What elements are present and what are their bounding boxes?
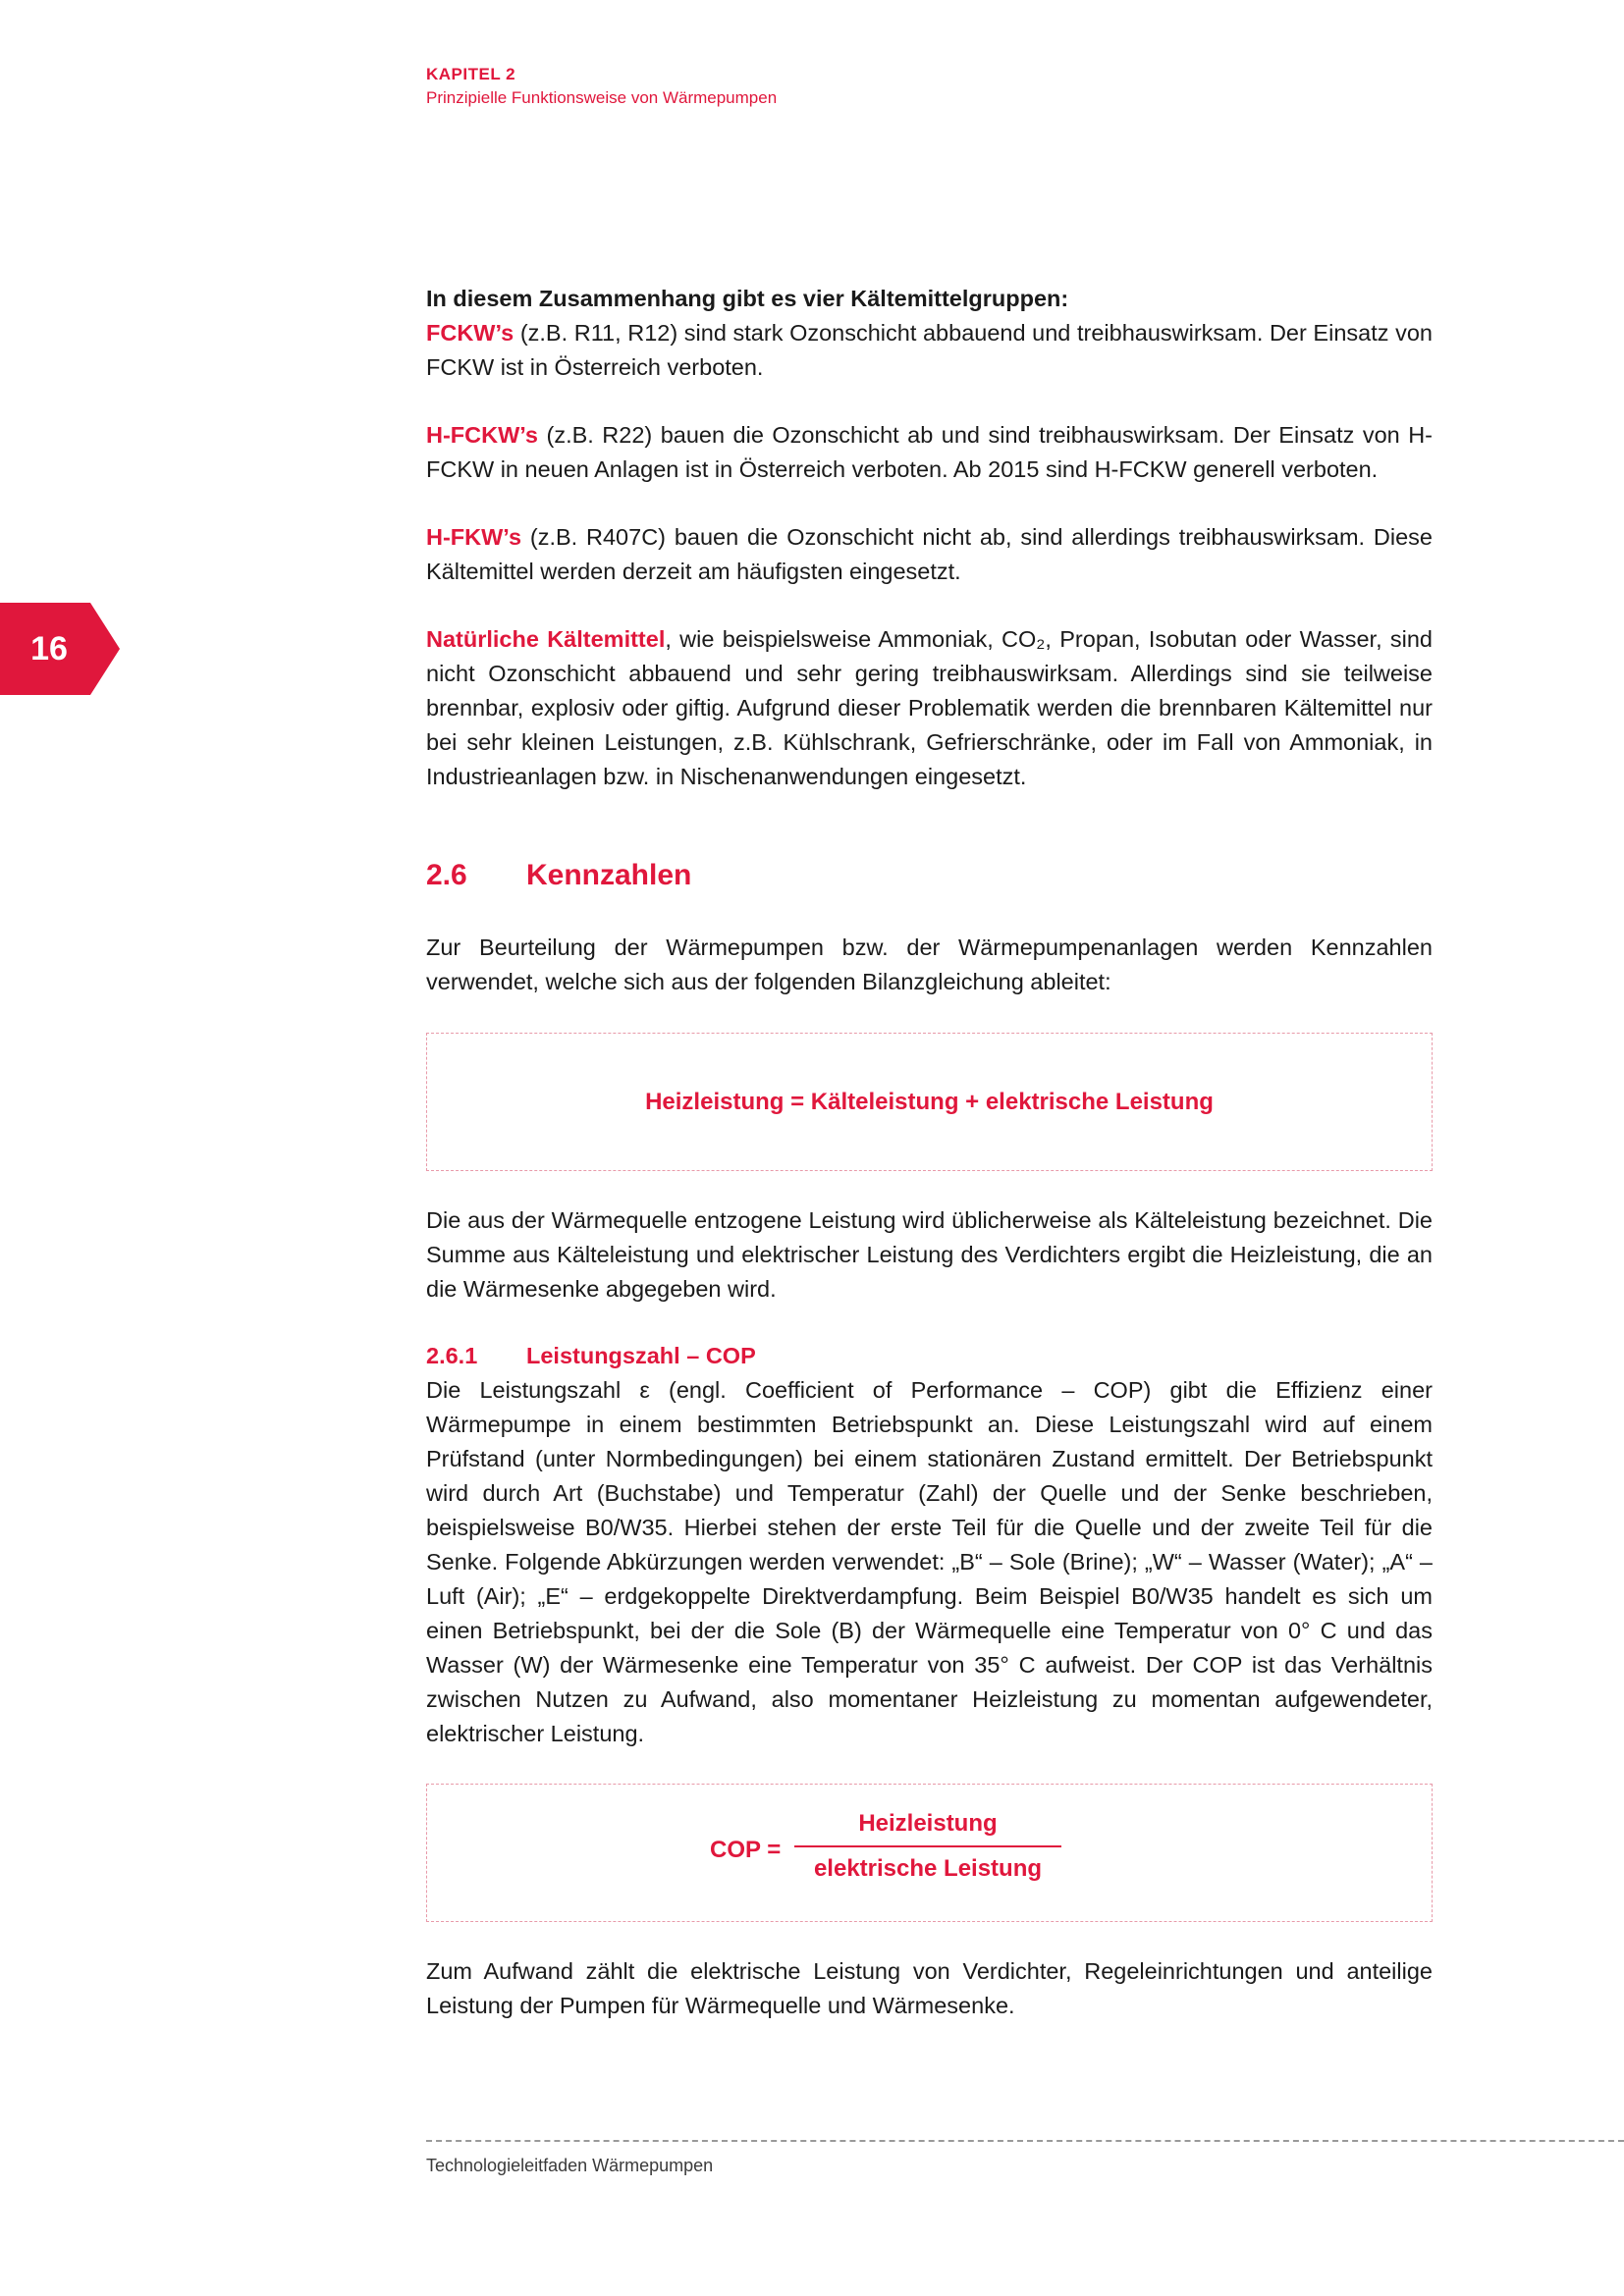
chapter-subtitle: Prinzipielle Funktionsweise von Wärmepumpen	[426, 88, 778, 107]
term-natural: Natürliche Kältemittel	[426, 626, 666, 652]
group-hfkw	[426, 520, 1433, 589]
subsection-title-text: Leistungszahl – COP	[526, 1343, 756, 1368]
text-fckw: (z.B. R11, R12) sind stark Ozonschicht abbauend und treibhauswirksam. Der Einsatz von FCKW ist in Österreich verboten.	[426, 320, 1433, 380]
text-hfckw: (z.B. R22) bauen die Ozonschicht ab und sind treibhauswirksam. Der Einsatz von H-FCKW in neuen Anlagen ist in Österreich verboten. Ab 2015 sind H-FCKW generell verboten.	[426, 422, 1433, 482]
section-heading	[426, 856, 1433, 895]
subsection-number: 2.6.1	[426, 1343, 478, 1368]
group-natural-block	[426, 622, 1433, 794]
text-natural: , wie beispielsweise Ammoniak, CO₂, Propan, Isobutan oder Wasser, sind nicht Ozonschicht abbauend und sehr gering treibhauswirksam. Allerdings sind sie teilweise brennbar, explosiv oder giftig. Aufgrund dieser Problematik werden die brennbaren Kältemittel nur bei sehr kleinen Leistungen, z.B. Kühlschrank, Gefrierschränke, oder im Fall von Ammoniak, in Industrieanlagen bzw. in Nischenanwendungen eingesetzt.	[426, 626, 1434, 789]
balance-formula: Heizleistung = Kälteleistung + elektrische Leistung	[645, 1089, 1214, 1115]
section-intro-block	[426, 931, 1433, 999]
term-hfckw: H-FCKW’s	[426, 422, 539, 448]
text-hfkw: (z.B. R407C) bauen die Ozonschicht nicht ab, sind allerdings treibhauswirksam. Diese Kältemittel werden derzeit am häufigsten eingesetzt.	[426, 524, 1433, 584]
page-number-tab	[0, 603, 120, 695]
footer-divider	[426, 2140, 1624, 2142]
chapter-label: KAPITEL 2	[426, 65, 516, 83]
after-formula-block	[426, 1203, 1433, 1307]
subsection-text: Die Leistungszahl ε (engl. Coefficient of Performance – COP) gibt die Effizienz einer Wärmepumpe in einem bestimmten Betriebspunkt an. Diese Leistungszahl wird auf einem Prüfstand (unter Normbedingungen) bei einem stationären Zustand ermittelt. Der Betriebspunkt wird durch Art (Buchstabe) und Temperatur (Zahl) der Quelle und der Senke beschrieben, beispielsweise B0/W35. Hierbei stehen der erste Teil für die Quelle und der zweite Teil für die Senke. Folgende Abkürzungen werden verwendet: „B“ – Sole (Brine); „W“ – Wasser (Water); „A“ – Luft (Air); „E“ – erdgekoppelte Direktverdampfung. Beim Beispiel B0/W35 handelt es sich um einen Betriebspunkt, bei der die Sole (B) der Wärmequelle eine Temperatur von 0° C und das Wasser (W) der Wärmesenke eine Temperatur von 35° C aufweist. Der COP ist das Verhältnis zwischen Nutzen zu Aufwand, also momentaner Heizleistung zu momentan aufgewendeter, elektrischer Leistung.	[426, 1377, 1433, 1746]
refrigerant-groups	[426, 282, 1433, 385]
footer-text: Technologieleitfaden Wärmepumpen	[426, 2156, 714, 2175]
group-fckw	[426, 316, 1433, 385]
group-natural	[426, 622, 1433, 794]
term-fckw: FCKW’s	[426, 320, 514, 346]
cop-label: COP =	[710, 1837, 782, 1863]
section-number: 2.6	[426, 859, 467, 891]
section-title	[426, 856, 1433, 895]
cop-formula-box	[426, 1784, 1433, 1922]
closing-text: Zum Aufwand zählt die elektrische Leistung von Verdichter, Regeleinrichtungen und anteilige Leistung der Pumpen für Wärmequelle und Wärmesenke.	[426, 1958, 1433, 2018]
groups-lead: In diesem Zusammenhang gibt es vier Kältemittelgruppen:	[426, 286, 1069, 311]
section-intro: Zur Beurteilung der Wärmepumpen bzw. der Wärmepumpenanlagen werden Kennzahlen verwendet, welche sich aus der folgenden Bilanzgleichung ableitet:	[426, 934, 1433, 994]
group-hfkw-block	[426, 520, 1433, 589]
section-title-text: Kennzahlen	[526, 859, 692, 891]
group-hfckw-block	[426, 418, 1433, 487]
closing-block	[426, 1954, 1433, 2023]
group-hfckw	[426, 418, 1433, 487]
page-number: 16	[30, 630, 68, 667]
cop-fraction	[794, 1808, 1061, 1885]
running-header	[426, 63, 777, 110]
term-hfkw: H-FKW’s	[426, 524, 522, 550]
cop-denominator: elektrische Leistung	[813, 1855, 1043, 1882]
after-formula-text: Die aus der Wärmequelle entzogene Leistung wird üblicherweise als Kälteleistung bezeichnet. Die Summe aus Kälteleistung und elektrischer Leistung des Verdichters ergibt die Heizleistung, die an die Wärmesenke abgegeben wird.	[426, 1207, 1433, 1302]
cop-numerator: Heizleistung	[794, 1808, 1061, 1847]
subsection-block	[426, 1339, 1433, 1751]
subsection-title	[426, 1339, 1433, 1373]
balance-formula-box	[426, 1033, 1433, 1171]
